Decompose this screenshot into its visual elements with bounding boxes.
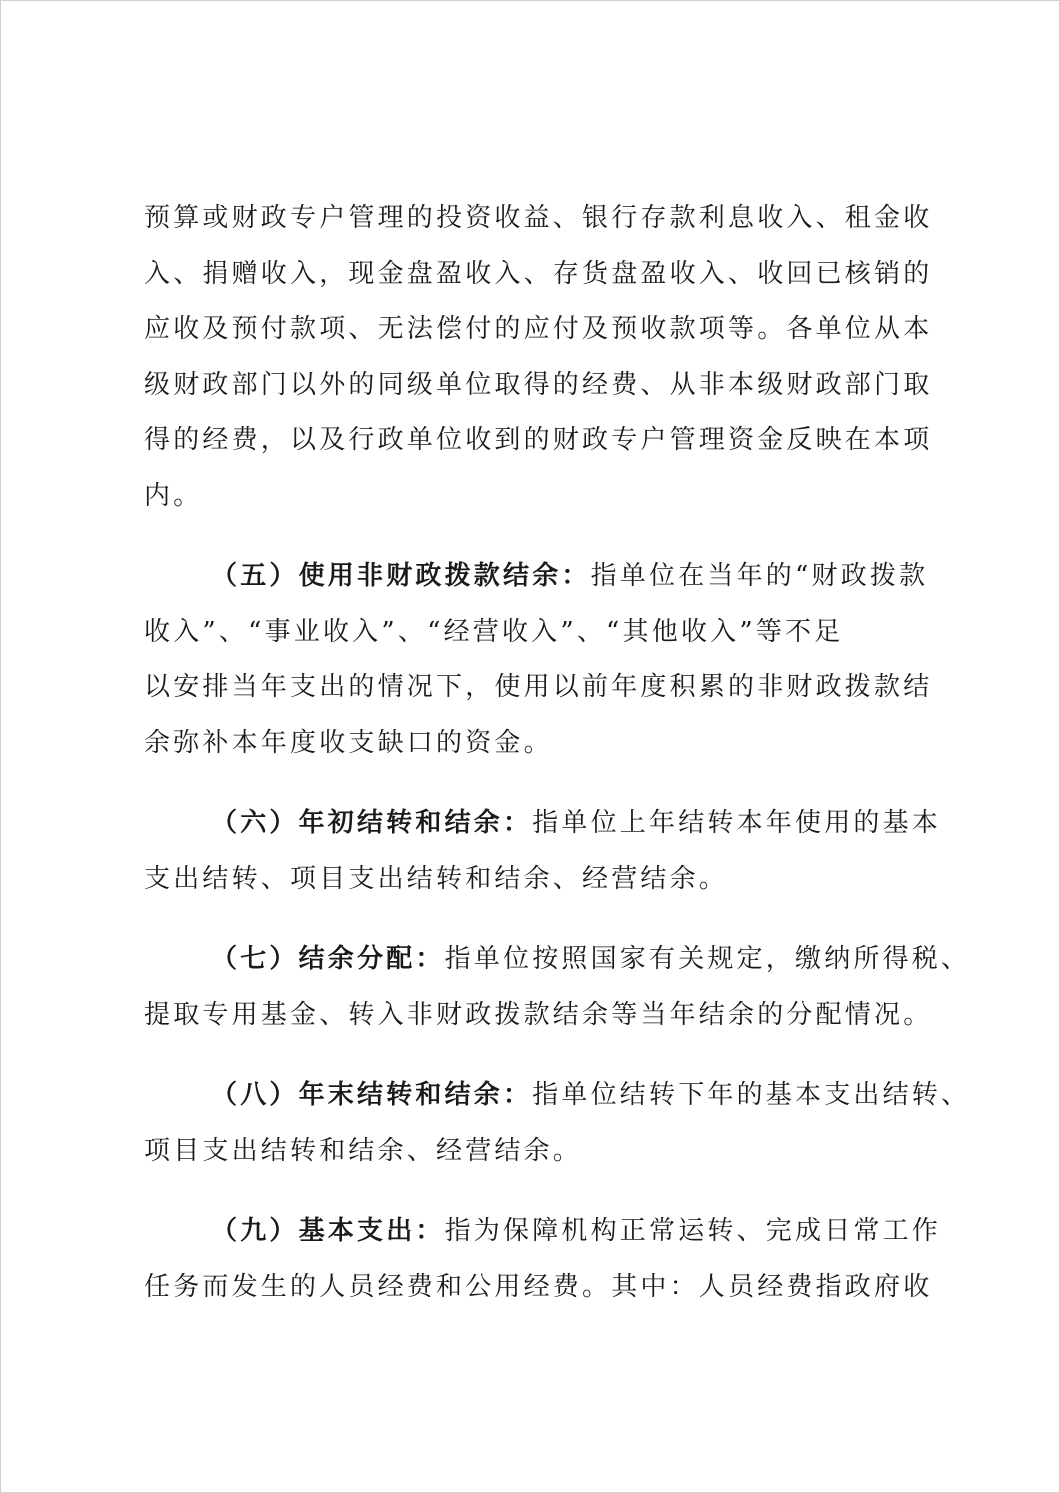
section-text: 指单位上年结转本年使用的基本 [532,808,942,838]
paragraph-section-6 [144,796,964,907]
text-line: 内。 [144,480,203,511]
text-line: 应收及预付款项、无法偿付的应付及预收款项等。各单位从本 [144,314,933,344]
paragraph-other-income-continued [144,191,964,524]
document-body [144,191,971,1315]
section-text: 指单位按照国家有关规定，缴纳所得税、 [444,944,971,974]
text-line: 预算或财政专户管理的投资收益、银行存款利息收入、租金收 [144,203,933,233]
paragraph-section-8 [144,1068,971,1179]
section-heading: （七）结余分配： [211,944,445,974]
section-heading: （六）年初结转和结余： [211,808,533,838]
paragraph-section-5 [144,549,964,771]
paragraph-section-9 [144,1204,964,1315]
text-line: 项目支出结转和结余、经营结余。 [144,1135,583,1166]
text-line-first [144,1068,971,1124]
text-line-first [144,549,964,605]
text-line: 入、捐赠收入，现金盘盈收入、存货盘盈收入、收回已核销的 [144,258,933,289]
text-line-first [144,796,964,852]
text-line-first [144,1204,964,1260]
paragraph-section-7 [144,932,971,1043]
section-heading: （八）年末结转和结余： [211,1080,533,1110]
text-line: 余弥补本年度收支缺口的资金。 [144,727,553,758]
section-text: 指为保障机构正常运转、完成日常工作 [444,1216,942,1246]
text-line: 级财政部门以外的同级单位取得的经费、从非本级财政部门取 [144,369,933,400]
text-line: 收入”、“事业收入”、“经营收入”、“其他收入”等不足 [144,616,844,647]
section-text: 指单位结转下年的基本支出结转、 [532,1080,971,1110]
section-heading: （九）基本支出： [211,1216,445,1246]
text-line-first [144,932,971,988]
text-line: 任务而发生的人员经费和公用经费。其中：人员经费指政府收 [144,1271,933,1302]
text-line: 提取专用基金、转入非财政拨款结余等当年结余的分配情况。 [144,999,933,1030]
text-line: 支出结转、项目支出结转和结余、经营结余。 [144,863,729,894]
section-heading: （五）使用非财政拨款结余： [211,561,591,591]
text-line: 以安排当年支出的情况下，使用以前年度积累的非财政拨款结 [144,672,933,702]
text-line: 得的经费，以及行政单位收到的财政专户管理资金反映在本项 [144,425,933,455]
section-text: 指单位在当年的“财政拨款 [590,561,929,591]
